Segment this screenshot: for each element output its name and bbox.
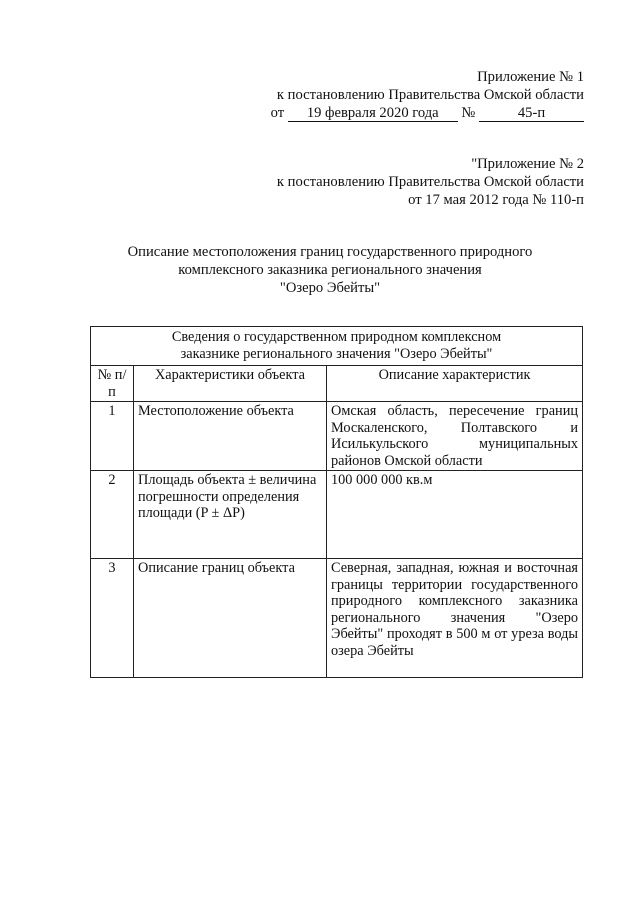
appendix-2-title: "Приложение № 2 <box>471 156 584 172</box>
row-description: 100 000 000 кв.м <box>327 471 583 559</box>
row-description: Северная, западная, южная и восточная границы территории государственного природного комплексного заказника регионального значения "Озеро Эбейты" проходят в 500 м от уреза воды озера Эбейты <box>327 559 583 678</box>
row-characteristic: Площадь объекта ± величина погрешности определения площади (P ± ΔP) <box>134 471 327 559</box>
row-num: 2 <box>91 471 134 559</box>
resolution-number: 45-п <box>479 105 584 122</box>
document-title <box>80 243 580 297</box>
table-row <box>91 402 583 471</box>
row-num: 3 <box>91 559 134 678</box>
appendix-2-date-line: от 17 мая 2012 года № 110-п <box>408 192 584 208</box>
table-caption-row <box>91 327 583 366</box>
table-row <box>91 559 583 678</box>
appendix-2-header <box>277 155 584 209</box>
appendix-1-title: Приложение № 1 <box>477 69 584 85</box>
table-caption-line: Сведения о государственном природном комплексном <box>171 329 502 345</box>
reserve-info-table <box>90 326 583 678</box>
row-characteristic: Описание границ объекта <box>134 559 327 678</box>
document-title-line: Описание местоположения границ государственного природного <box>127 244 533 260</box>
table-caption <box>91 327 583 366</box>
table-row <box>91 471 583 559</box>
row-description: Омская область, пересечение границ Москаленского, Полтавского и Исилькульского муниципальных районов Омской области <box>327 402 583 471</box>
row-num: 1 <box>91 402 134 471</box>
from-label: от <box>270 105 285 121</box>
appendix-2-resolution: к постановлению Правительства Омской области <box>276 174 584 190</box>
resolution-date: 19 февраля 2020 года <box>288 105 458 122</box>
appendix-1-date-line <box>271 104 584 122</box>
appendix-1-resolution: к постановлению Правительства Омской области <box>276 87 584 103</box>
table-caption-line: заказнике регионального значения "Озеро Эбейты" <box>180 345 493 362</box>
header-characteristic: Характеристики объекта <box>134 366 327 402</box>
document-title-line: комплексного заказника регионального значения <box>178 262 482 278</box>
number-label: № <box>461 105 476 121</box>
header-description: Описание характеристик <box>327 366 583 402</box>
header-num: № п/п <box>91 366 134 402</box>
table-header-row <box>91 366 583 402</box>
document-title-line: "Озеро Эбейты" <box>279 280 381 296</box>
appendix-1-header <box>271 68 584 122</box>
row-characteristic: Местоположение объекта <box>134 402 327 471</box>
